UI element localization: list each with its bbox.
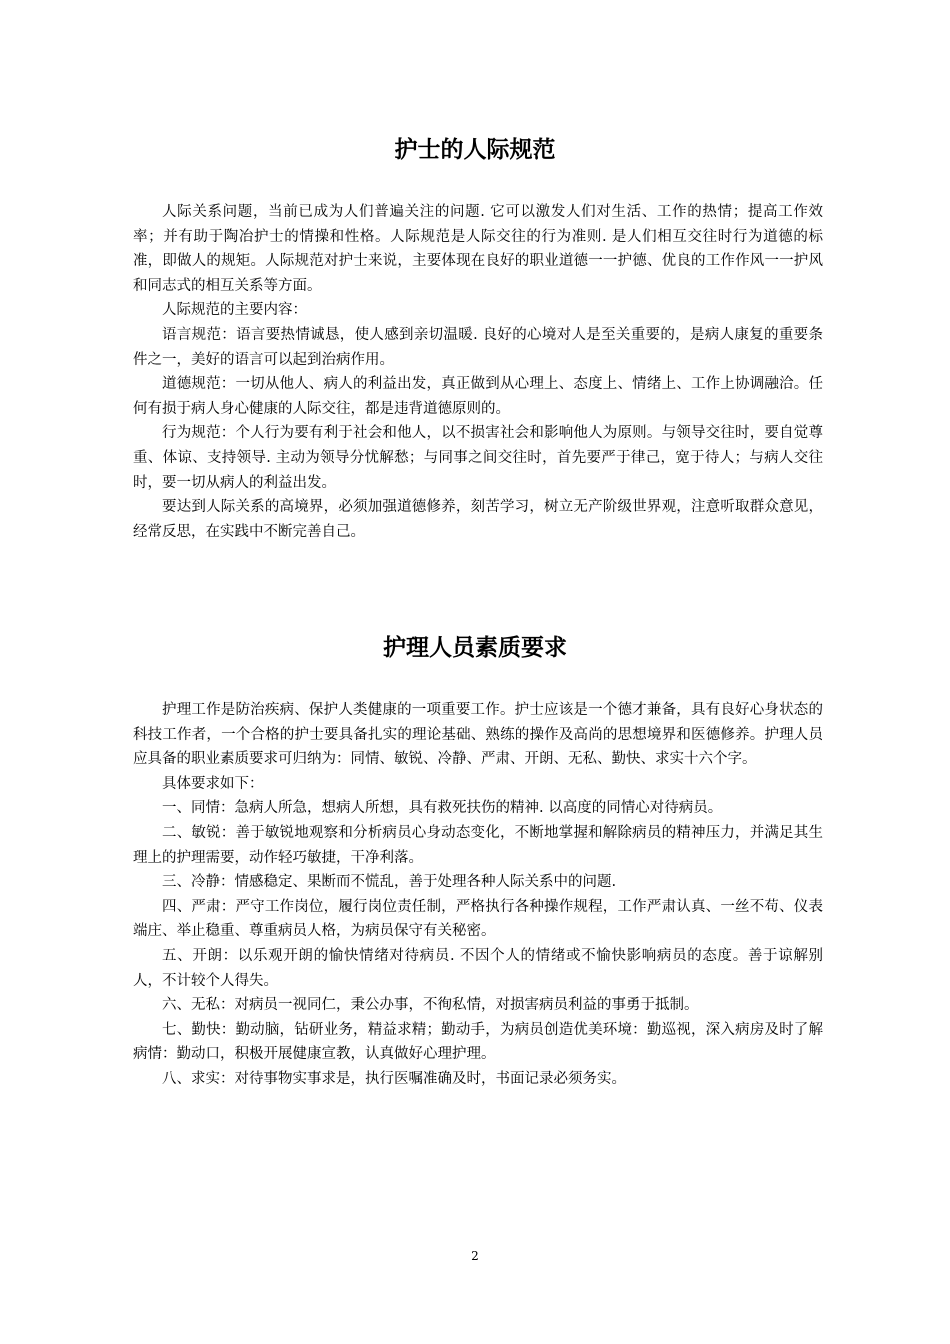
- paragraph: 要达到人际关系的高境界，必须加强道德修养，刻苦学习，树立无产阶级世界观，注意听取群众意见，经常反思，在实践中不断完善自己。: [133, 499, 823, 540]
- paragraph: 七、勤快：勤动脑，钻研业务，精益求精；勤动手，为病员创造优美环境：勤巡视，深入病房及时了解病情：勤动口，积极开展健康宣教，认真做好心理护理。: [133, 1021, 823, 1063]
- paragraph: 人际规范的主要内容：: [162, 302, 307, 319]
- paragraph: 二、敏锐：善于敏锐地观察和分析病员心身动态变化，不断地掌握和解除病员的精神压力，并满足其生理上的护理需要，动作轻巧敏捷，干净利落。: [133, 824, 823, 866]
- page-number: 2: [471, 1249, 479, 1263]
- paragraph: 道德规范：一切从他人、病人的利益出发，真正做到从心理上、态度上、情绪上、工作上协调融洽。任何有损于病人身心健康的人际交往，都是违背道德原则的。: [133, 376, 823, 417]
- section-title-nursing-quality: 护理人员素质要求: [383, 635, 567, 661]
- paragraph: 四、严肃：严守工作岗位，履行岗位责任制，严格执行各种操作规程，工作严肃认真、一丝不苟、仪表端庄、举止稳重、尊重病员人格，为病员保守有关秘密。: [133, 898, 823, 940]
- paragraph: 五、开朗：以乐观开朗的愉快情绪对待病员. 不因个人的情绪或不愉快影响病员的态度。善于谅解别人，不计较个人得失。: [133, 947, 823, 989]
- paragraph: 行为规范：个人行为要有利于社会和他人，以不损害社会和影响他人为原则。与领导交往时，要自觉尊重、体谅、支持领导. 主动为领导分忧解愁；与同事之间交往时，首先要严于律己，宽于待人；与病人交往时，要一切从病人的利益出发。: [133, 425, 823, 491]
- paragraph: 具体要求如下：: [162, 775, 264, 792]
- paragraph: 三、冷静：情感稳定、果断而不慌乱，善于处理各种人际关系中的问题.: [162, 874, 617, 891]
- paragraph: 六、无私：对病员一视同仁，秉公办事，不徇私情，对损害病员利益的事勇于抵制。: [162, 997, 699, 1014]
- paragraph: 语言规范：语言要热情诚恳，使人感到亲切温暖. 良好的心境对人是至关重要的，是病人康复的重要条件之一，美好的语言可以起到治病作用。: [133, 326, 823, 368]
- section-title-interpersonal-norms: 护士的人际规范: [394, 137, 556, 163]
- paragraph: 人际关系问题，当前已成为人们普遍关注的问题. 它可以激发人们对生活、工作的热情；提高工作效率；并有助于陶冶护士的情操和性格。人际规范是人际交往的行为准则. 是人们相互交往时行为道德的标准，即做人的规矩。人际规范对护士来说，主要体现在良好的职业道德一一护德、优良的工作作风一一护风和同志式的相互关系等方面。: [133, 204, 823, 294]
- paragraph: 护理工作是防治疾病、保护人类健康的一项重要工作。护士应该是一个德才兼备，具有良好心身状态的科技工作者，一个合格的护士要具备扎实的理论基础、熟练的操作及高尚的思想境界和医德修养。护理人员应具备的职业素质要求可归纳为：同情、敏锐、冷静、严肃、开朗、无私、勤快、求实十六个字。: [133, 702, 823, 768]
- paragraph: 一、同情：急病人所急，想病人所想，具有救死扶伤的精神. 以高度的同情心对待病员。: [162, 800, 723, 817]
- section-interpersonal-norms: [133, 200, 823, 544]
- paragraph: 八、求实：对待事物实事求是，执行医嘱准确及时，书面记录必须务实。: [162, 1070, 626, 1087]
- section-nursing-quality: [133, 698, 823, 1092]
